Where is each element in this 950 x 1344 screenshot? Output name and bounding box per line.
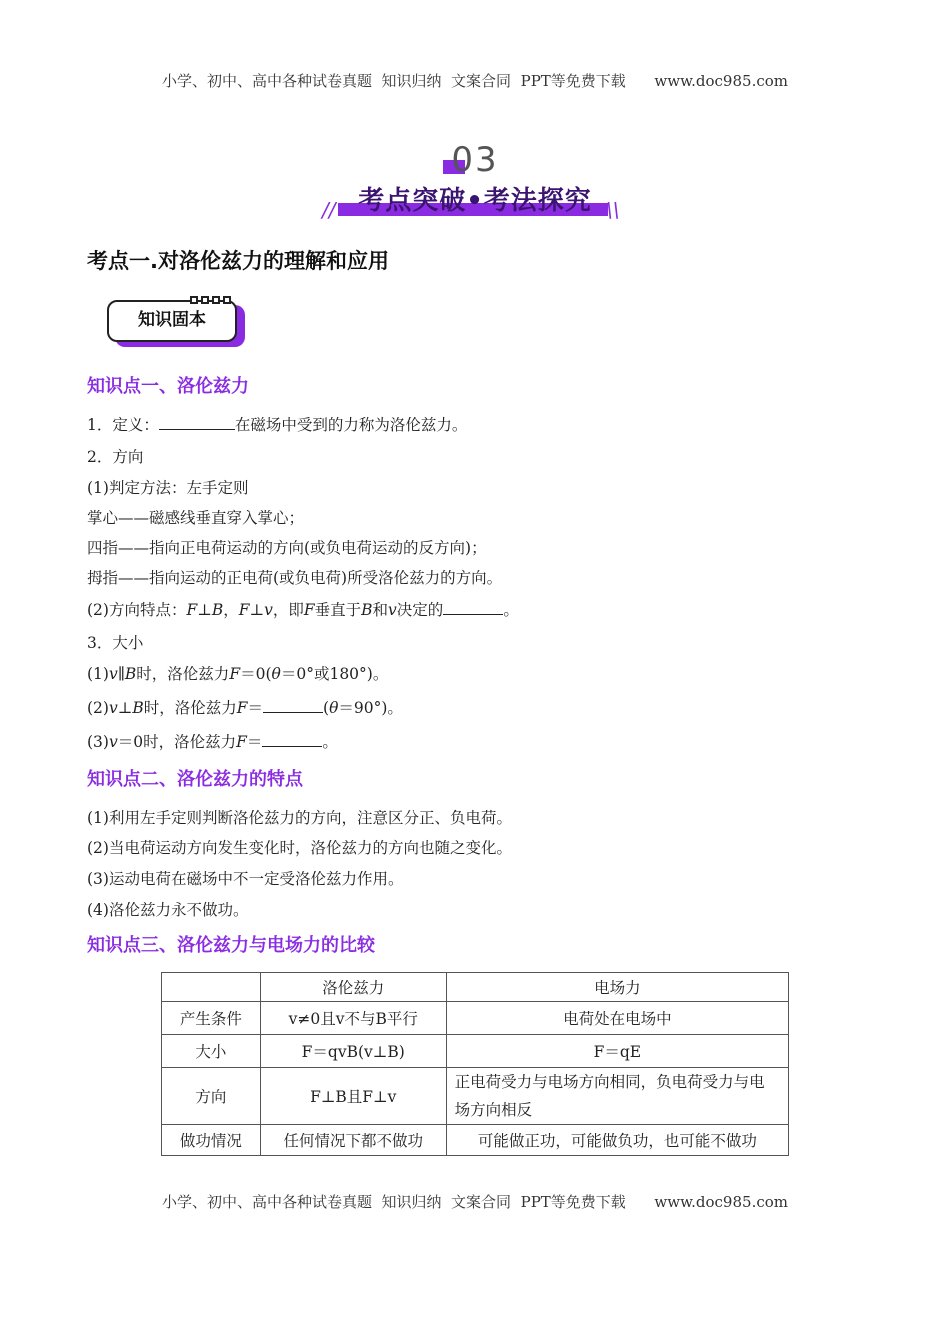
table-header-cell: 电场力 [446,973,788,1002]
table-row [162,1035,789,1068]
kp1-palm: 掌心——磁感线垂直穿入掌心； [87,509,305,527]
table-cell: v≠0且v不与B平行 [260,1002,446,1035]
banner-title: 考点突破•考法探究 [358,186,592,216]
blank-force-perpendicular [263,698,323,713]
blank-definition [159,415,235,430]
kp1-direction-feature: (2)方向特点：F⊥B，F⊥v，即F垂直于B和v决定的 。 [87,601,519,619]
kp1-definition: 1．定义： 在磁场中受到的力称为洛伦兹力。 [87,416,468,434]
table-cell: F＝qE [446,1035,788,1068]
badge-knowledge: 知识固本 [107,300,237,342]
banner-slash-right: \\ [606,198,620,222]
page-header: 小学、初中、高中各种试卷真题 知识归纳 文案合同 PPT等免费下载 www.doc985.com [161,72,788,90]
table-row [162,1068,789,1125]
kp1-size-1: (1)v∥B时，洛伦兹力F＝0(θ＝0°或180°)。 [87,665,389,683]
page-footer: 小学、初中、高中各种试卷真题 知识归纳 文案合同 PPT等免费下载 www.doc985.com [161,1193,788,1211]
table-cell: F⊥B且F⊥v [260,1068,446,1125]
table-cell: 大小 [162,1035,261,1068]
table-cell: 正电荷受力与电场方向相同，负电荷受力与电场方向相反 [446,1068,788,1125]
table-header-cell: 洛伦兹力 [260,973,446,1002]
kp1-size-3: (3)v＝0时，洛伦兹力F＝ 。 [87,733,338,751]
table-cell: 产生条件 [162,1002,261,1035]
kp2-item: (4)洛伦兹力永不做功。 [87,901,249,919]
kp1-size-heading: 3．大小 [87,634,144,652]
table-header-row [162,973,789,1002]
kp1-thumb: 拇指——指向运动的正电荷(或负电荷)所受洛伦兹力的方向。 [87,569,503,587]
kp1-fingers: 四指——指向正电荷运动的方向(或负电荷运动的反方向)； [87,539,487,557]
table-cell: 电荷处在电场中 [446,1002,788,1035]
badge-dots [190,296,234,304]
table-cell: 可能做正功，可能做负功，也可能不做功 [446,1125,788,1156]
section-title: 考点一.对洛伦兹力的理解和应用 [87,249,389,273]
table-header-cell [162,973,261,1002]
kp1-size-2: (2)v⊥B时，洛伦兹力F＝ (θ＝90°)。 [87,699,403,717]
table-cell: 方向 [162,1068,261,1125]
kp3-title: 知识点三、洛伦兹力与电场力的比较 [87,935,375,956]
table-cell: F＝qvB(v⊥B) [260,1035,446,1068]
kp1-direction-heading: 2．方向 [87,448,144,466]
kp1-title: 知识点一、洛伦兹力 [87,376,249,397]
kp2-item: (2)当电荷运动方向发生变化时，洛伦兹力的方向也随之变化。 [87,839,512,857]
blank-plane [443,600,503,615]
table-cell: 任何情况下都不做功 [260,1125,446,1156]
blank-force-zero [262,732,322,747]
table-row [162,1125,789,1156]
comparison-table [161,972,789,1156]
banner-number: 03 [451,140,499,180]
kp2-title: 知识点二、洛伦兹力的特点 [87,769,303,790]
table-row [162,1002,789,1035]
kp2-item: (3)运动电荷在磁场中不一定受洛伦兹力作用。 [87,870,404,888]
kp2-item: (1)利用左手定则判断洛伦兹力的方向，注意区分正、负电荷。 [87,809,512,827]
table-cell: 做功情况 [162,1125,261,1156]
kp1-direction-method: (1)判定方法：左手定则 [87,479,249,497]
banner-slash-left: // [322,198,336,222]
